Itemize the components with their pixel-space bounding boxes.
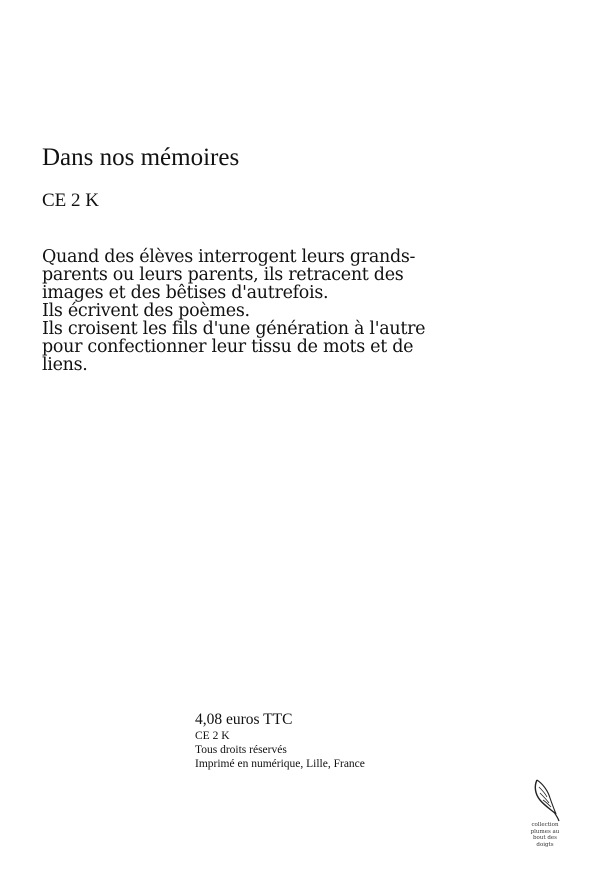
author-name: CE 2 K [42, 190, 99, 211]
back-cover-blurb [42, 248, 442, 374]
printing-notice: Imprimé en numérique, Lille, France [195, 758, 365, 770]
blurb-line: images et des bêtises d'autrefois. [42, 283, 329, 303]
logo-text-line: plumes au [530, 828, 560, 835]
rights-notice: Tous droits réservés [195, 744, 287, 756]
blurb-line: pour confectionner leur tissu de mots et de [42, 337, 414, 357]
blurb-line: Ils écrivent des poèmes. [42, 301, 250, 321]
collection-name [520, 822, 570, 848]
logo-text-line: collection [531, 822, 559, 828]
blurb-line: liens. [42, 355, 88, 375]
quill-feather-icon [528, 778, 562, 822]
imprint-block [195, 711, 365, 771]
logo-text-line: doigts [536, 841, 554, 848]
logo-text-line: bout des [533, 835, 557, 841]
imprint-author: CE 2 K [195, 730, 230, 742]
collection-logo [520, 778, 570, 850]
page-title: Dans nos mémoires [42, 144, 240, 171]
blurb-line: parents ou leurs parents, ils retracent des [42, 265, 404, 285]
blurb-line: Quand des élèves interrogent leurs grands- [42, 247, 416, 267]
price-label: 4,08 euros TTC [195, 711, 293, 728]
blurb-line: Ils croisent les fils d'une génération à l'autre [42, 319, 426, 339]
